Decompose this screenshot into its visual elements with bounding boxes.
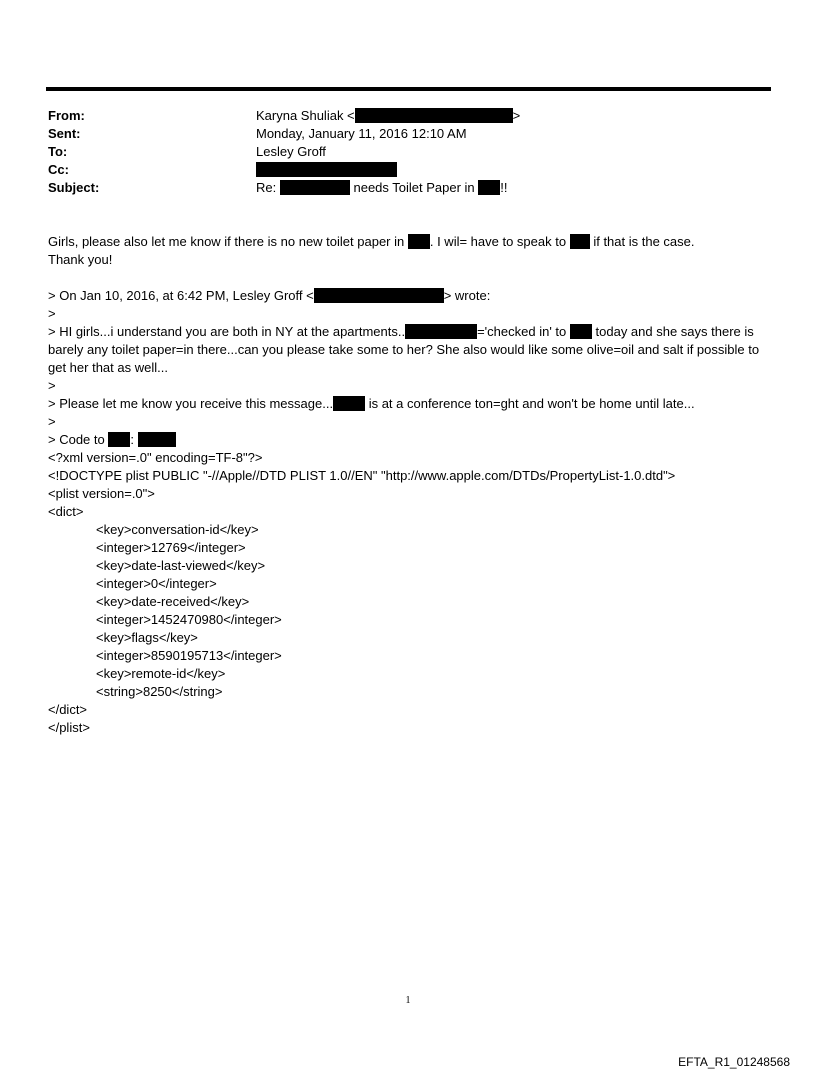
redaction [570, 324, 592, 339]
plist-line: </plist> [48, 720, 90, 735]
body-line: Thank you! [48, 252, 113, 267]
body-text: today and she says there is barely any toilet paper=in there...can you please take some to her? She also would like some olive=oil and salt if possible to get her that as well... [48, 324, 760, 375]
plist-line: </dict> [48, 702, 88, 717]
cc-label: Cc: [48, 162, 69, 177]
redaction [108, 432, 130, 447]
quote-marker-line: > [48, 414, 56, 429]
body-line [48, 233, 778, 251]
body-text: > wrote: [443, 288, 491, 303]
message-body [48, 233, 778, 737]
to-label: To: [48, 144, 68, 159]
plist-entry: <key>date-last-viewed</key> [96, 558, 266, 573]
from-value [256, 107, 520, 125]
plist-line: <!DOCTYPE plist PUBLIC "-//Apple//DTD PLIST 1.0//EN" "http://www.apple.com/DTDs/PropertyList-1.0.dtd"> [48, 468, 676, 483]
plist-entry: <key>remote-id</key> [96, 666, 226, 681]
redaction-subject-place [478, 180, 500, 195]
quote-marker-line: > [48, 378, 56, 393]
body-text: Girls, please also let me know if there is no new toilet paper in [48, 234, 405, 249]
to-value: Lesley Groff [256, 144, 326, 159]
quote-line [48, 395, 778, 413]
page-number: 1 [405, 995, 411, 1006]
subject-end: !! [500, 180, 508, 195]
plist-entry: <integer>0</integer> [96, 576, 217, 591]
redaction [333, 396, 365, 411]
subject-middle: needs Toilet Paper in [353, 180, 475, 195]
body-text: . I wil= have to speak to [429, 234, 567, 249]
plist-entry: <key>date-received</key> [96, 594, 250, 609]
subject-prefix: Re: [256, 180, 277, 195]
from-name: Karyna Shuliak < [256, 108, 355, 123]
quote-line [48, 431, 778, 449]
bates-number: EFTA_R1_01248568 [678, 1055, 790, 1069]
subject-value [256, 179, 508, 197]
body-text: > HI girls...i understand you are both in NY at the apartments.. [48, 324, 406, 339]
body-text: > Please let me know you receive this message... [48, 396, 334, 411]
redaction-quoted-email [314, 288, 444, 303]
body-text: > Code to [48, 432, 105, 447]
redaction-from-email [355, 108, 513, 123]
redaction-code [138, 432, 176, 447]
sent-value: Monday, January 11, 2016 12:10 AM [256, 126, 467, 141]
header-rule [46, 87, 771, 91]
blank-line [48, 269, 778, 287]
plist-line: <?xml version=.0" encoding=TF-8"?> [48, 450, 263, 465]
plist-entry: <key>flags</key> [96, 630, 198, 645]
plist-entry: <string>8250</string> [96, 684, 223, 699]
sent-label: Sent: [48, 126, 81, 141]
plist-entry: <integer>8590195713</integer> [96, 648, 282, 663]
body-text: if that is the case. [593, 234, 695, 249]
plist-entry: <integer>12769</integer> [96, 540, 246, 555]
body-text: : [130, 432, 134, 447]
redaction [405, 324, 477, 339]
quote-marker-line: > [48, 306, 56, 321]
redaction-subject-name [280, 180, 350, 195]
plist-line: <plist version=.0"> [48, 486, 155, 501]
redaction [570, 234, 590, 249]
cc-value [256, 161, 397, 179]
quote-paragraph [48, 323, 778, 377]
quote-header-line [48, 287, 778, 305]
from-label: From: [48, 108, 85, 123]
plist-entry: <integer>1452470980</integer> [96, 612, 282, 627]
plist-entry: <key>conversation-id</key> [96, 522, 259, 537]
redaction-cc [256, 162, 397, 177]
plist-line: <dict> [48, 504, 84, 519]
subject-label: Subject: [48, 180, 100, 195]
body-text: > On Jan 10, 2016, at 6:42 PM, Lesley Groff < [48, 288, 314, 303]
body-text: ='checked in' to [477, 324, 567, 339]
redaction [408, 234, 430, 249]
body-text: is at a conference ton=ght and won't be home until late... [368, 396, 695, 411]
from-close: > [512, 108, 521, 123]
